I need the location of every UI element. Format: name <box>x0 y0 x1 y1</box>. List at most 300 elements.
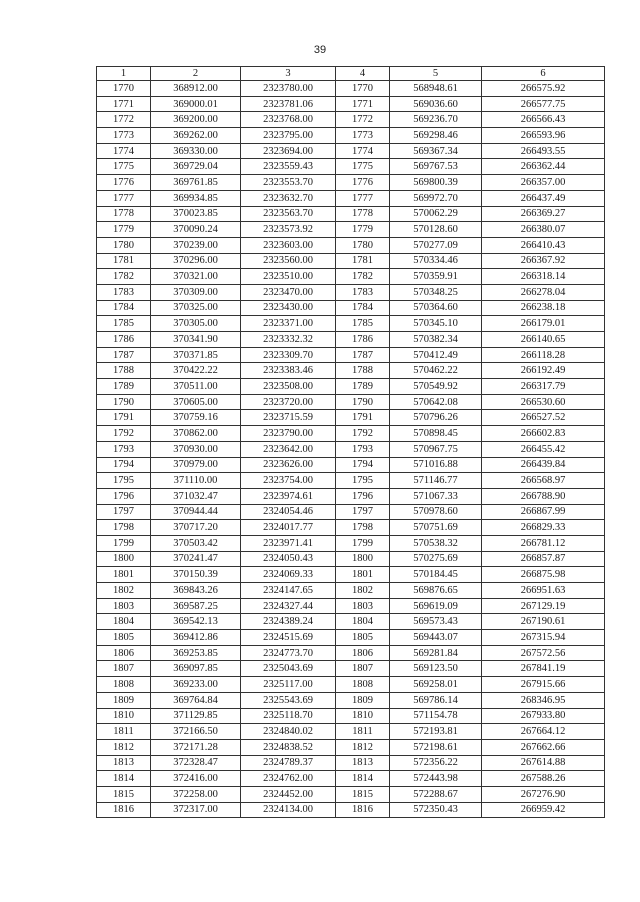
table-cell: 266318.14 <box>482 269 605 285</box>
table-cell: 266829.33 <box>482 520 605 536</box>
table-row <box>97 677 605 693</box>
table-cell: 370309.00 <box>151 284 241 300</box>
table-cell: 369253.85 <box>151 645 241 661</box>
table-row <box>97 441 605 457</box>
table-row <box>97 316 605 332</box>
table-cell: 1807 <box>336 661 390 677</box>
table-cell: 1810 <box>336 708 390 724</box>
table-cell: 266493.55 <box>482 143 605 159</box>
table-cell: 2323720.00 <box>241 394 336 410</box>
table-cell: 2324017.77 <box>241 520 336 536</box>
table-cell: 1797 <box>336 504 390 520</box>
table-cell: 266788.90 <box>482 488 605 504</box>
table-row <box>97 175 605 191</box>
table-cell: 1787 <box>97 347 151 363</box>
table-cell: 2323754.00 <box>241 473 336 489</box>
table-cell: 267841.19 <box>482 661 605 677</box>
table-cell: 1780 <box>97 237 151 253</box>
table-row <box>97 786 605 802</box>
table-cell: 370241.47 <box>151 551 241 567</box>
table-row <box>97 645 605 661</box>
table-cell: 266410.43 <box>482 237 605 253</box>
table-cell: 266577.75 <box>482 96 605 112</box>
table-cell: 1793 <box>97 441 151 457</box>
table-cell: 266357.00 <box>482 175 605 191</box>
table-cell: 266593.96 <box>482 128 605 144</box>
table-cell: 267614.88 <box>482 755 605 771</box>
table-cell: 1773 <box>336 128 390 144</box>
table-cell: 572350.43 <box>390 802 482 818</box>
table-row <box>97 143 605 159</box>
table-cell: 2325543.69 <box>241 692 336 708</box>
table-row <box>97 567 605 583</box>
table-cell: 372328.47 <box>151 755 241 771</box>
table-cell: 1790 <box>336 394 390 410</box>
table-row <box>97 426 605 442</box>
table-cell: 1786 <box>336 332 390 348</box>
table-cell: 1788 <box>336 363 390 379</box>
table-cell: 369097.85 <box>151 661 241 677</box>
table-cell: 570128.60 <box>390 222 482 238</box>
table-cell: 2323795.00 <box>241 128 336 144</box>
table-cell: 369000.01 <box>151 96 241 112</box>
table-cell: 1778 <box>336 206 390 222</box>
table-cell: 2323780.00 <box>241 81 336 97</box>
table-cell: 569443.07 <box>390 630 482 646</box>
table-row <box>97 473 605 489</box>
table-cell: 1772 <box>97 112 151 128</box>
table-cell: 369330.00 <box>151 143 241 159</box>
table-cell: 570382.34 <box>390 332 482 348</box>
table-cell: 267662.66 <box>482 739 605 755</box>
table-cell: 370321.00 <box>151 269 241 285</box>
table-cell: 1784 <box>97 300 151 316</box>
table-row <box>97 128 605 144</box>
table-cell: 1783 <box>336 284 390 300</box>
table-cell: 267190.61 <box>482 614 605 630</box>
table-cell: 572356.22 <box>390 755 482 771</box>
table-cell: 370305.00 <box>151 316 241 332</box>
table-cell: 571067.33 <box>390 488 482 504</box>
table-cell: 570345.10 <box>390 316 482 332</box>
table-row <box>97 771 605 787</box>
table-row <box>97 410 605 426</box>
table-cell: 372171.28 <box>151 739 241 755</box>
table-cell: 1785 <box>336 316 390 332</box>
table-cell: 1795 <box>336 473 390 489</box>
table-cell: 570898.45 <box>390 426 482 442</box>
table-cell: 1809 <box>97 692 151 708</box>
table-cell: 266380.07 <box>482 222 605 238</box>
table-cell: 1801 <box>336 567 390 583</box>
table-cell: 2323768.00 <box>241 112 336 128</box>
table-row <box>97 551 605 567</box>
column-header: 5 <box>390 67 482 81</box>
table-cell: 1805 <box>336 630 390 646</box>
table-cell: 267588.26 <box>482 771 605 787</box>
table-cell: 1802 <box>97 583 151 599</box>
table-cell: 570751.69 <box>390 520 482 536</box>
table-cell: 1802 <box>336 583 390 599</box>
table-cell: 570462.22 <box>390 363 482 379</box>
table-cell: 1775 <box>97 159 151 175</box>
table-cell: 1789 <box>97 379 151 395</box>
table-cell: 266568.97 <box>482 473 605 489</box>
table-cell: 570978.60 <box>390 504 482 520</box>
table-cell: 1812 <box>336 739 390 755</box>
table-cell: 370422.22 <box>151 363 241 379</box>
table-cell: 1799 <box>336 535 390 551</box>
table-row <box>97 724 605 740</box>
table-cell: 1785 <box>97 316 151 332</box>
table-cell: 266278.04 <box>482 284 605 300</box>
table-cell: 266857.87 <box>482 551 605 567</box>
table-cell: 1777 <box>97 190 151 206</box>
table-cell: 569367.34 <box>390 143 482 159</box>
table-cell: 2323603.00 <box>241 237 336 253</box>
table-cell: 1786 <box>97 332 151 348</box>
table-cell: 369233.00 <box>151 677 241 693</box>
table-cell: 2323553.70 <box>241 175 336 191</box>
table-cell: 569281.84 <box>390 645 482 661</box>
column-header: 4 <box>336 67 390 81</box>
table-row <box>97 692 605 708</box>
table-cell: 267315.94 <box>482 630 605 646</box>
table-cell: 2323974.61 <box>241 488 336 504</box>
table-row <box>97 630 605 646</box>
table-cell: 1806 <box>336 645 390 661</box>
table-cell: 369587.25 <box>151 598 241 614</box>
table-cell: 2324838.52 <box>241 739 336 755</box>
table-cell: 1796 <box>97 488 151 504</box>
table-cell: 1815 <box>97 786 151 802</box>
table-cell: 370296.00 <box>151 253 241 269</box>
table-cell: 571016.88 <box>390 457 482 473</box>
table-cell: 371110.00 <box>151 473 241 489</box>
table-cell: 2323563.70 <box>241 206 336 222</box>
table-body <box>97 81 605 818</box>
table-cell: 2324840.02 <box>241 724 336 740</box>
table-cell: 1798 <box>336 520 390 536</box>
table-row <box>97 598 605 614</box>
table-cell: 1793 <box>336 441 390 457</box>
table-cell: 1780 <box>336 237 390 253</box>
table-cell: 1791 <box>97 410 151 426</box>
table-row <box>97 206 605 222</box>
table-cell: 266530.60 <box>482 394 605 410</box>
table-cell: 570796.26 <box>390 410 482 426</box>
table-cell: 266875.98 <box>482 567 605 583</box>
table-cell: 2323560.00 <box>241 253 336 269</box>
table-row <box>97 488 605 504</box>
table-cell: 569800.39 <box>390 175 482 191</box>
table-cell: 370023.85 <box>151 206 241 222</box>
table-cell: 1812 <box>97 739 151 755</box>
table-cell: 2324050.43 <box>241 551 336 567</box>
table-cell: 369412.86 <box>151 630 241 646</box>
table-cell: 2323971.41 <box>241 535 336 551</box>
table-cell: 1801 <box>97 567 151 583</box>
table-cell: 267664.12 <box>482 724 605 740</box>
table-row <box>97 535 605 551</box>
table-cell: 267276.90 <box>482 786 605 802</box>
table-cell: 569298.46 <box>390 128 482 144</box>
table-cell: 370150.39 <box>151 567 241 583</box>
table-cell: 570184.45 <box>390 567 482 583</box>
table-cell: 369761.85 <box>151 175 241 191</box>
table-row <box>97 347 605 363</box>
table-cell: 1810 <box>97 708 151 724</box>
table-row <box>97 583 605 599</box>
table-cell: 2325043.69 <box>241 661 336 677</box>
table-cell: 370371.85 <box>151 347 241 363</box>
table-cell: 1797 <box>97 504 151 520</box>
table-cell: 266179.01 <box>482 316 605 332</box>
table-cell: 2323508.00 <box>241 379 336 395</box>
table-cell: 569236.70 <box>390 112 482 128</box>
table-cell: 572288.67 <box>390 786 482 802</box>
table-cell: 2324147.65 <box>241 583 336 599</box>
table-cell: 1816 <box>97 802 151 818</box>
table-cell: 266118.28 <box>482 347 605 363</box>
table-cell: 370503.42 <box>151 535 241 551</box>
table-cell: 571154.78 <box>390 708 482 724</box>
table-cell: 2323632.70 <box>241 190 336 206</box>
table-cell: 2324452.00 <box>241 786 336 802</box>
table-cell: 2323694.00 <box>241 143 336 159</box>
table-cell: 1809 <box>336 692 390 708</box>
table-row <box>97 300 605 316</box>
table-cell: 1770 <box>336 81 390 97</box>
table-cell: 1782 <box>336 269 390 285</box>
table-cell: 369542.13 <box>151 614 241 630</box>
table-cell: 1803 <box>336 598 390 614</box>
table-cell: 1811 <box>336 724 390 740</box>
table-cell: 569036.60 <box>390 96 482 112</box>
table-cell: 1781 <box>97 253 151 269</box>
table-cell: 1805 <box>97 630 151 646</box>
table-cell: 2323309.70 <box>241 347 336 363</box>
table-row <box>97 379 605 395</box>
table-cell: 266455.42 <box>482 441 605 457</box>
table-row <box>97 159 605 175</box>
table-cell: 370511.00 <box>151 379 241 395</box>
table-row <box>97 190 605 206</box>
table-cell: 1782 <box>97 269 151 285</box>
table-cell: 1803 <box>97 598 151 614</box>
table-cell: 2325118.70 <box>241 708 336 724</box>
table-cell: 1813 <box>336 755 390 771</box>
table-row <box>97 284 605 300</box>
table-cell: 1771 <box>336 96 390 112</box>
table-cell: 266362.44 <box>482 159 605 175</box>
table-cell: 369729.04 <box>151 159 241 175</box>
table-cell: 1774 <box>97 143 151 159</box>
table-cell: 369764.84 <box>151 692 241 708</box>
table-cell: 370239.00 <box>151 237 241 253</box>
table-cell: 570967.75 <box>390 441 482 457</box>
table-cell: 570062.29 <box>390 206 482 222</box>
table-cell: 2324389.24 <box>241 614 336 630</box>
table-cell: 1792 <box>336 426 390 442</box>
table-cell: 569972.70 <box>390 190 482 206</box>
table-cell: 1779 <box>336 222 390 238</box>
table-cell: 569876.65 <box>390 583 482 599</box>
table-cell: 2324789.37 <box>241 755 336 771</box>
table-row <box>97 755 605 771</box>
table-cell: 368912.00 <box>151 81 241 97</box>
table-cell: 266959.42 <box>482 802 605 818</box>
table-cell: 1792 <box>97 426 151 442</box>
table-row <box>97 520 605 536</box>
table-cell: 266439.84 <box>482 457 605 473</box>
table-cell: 1775 <box>336 159 390 175</box>
table-cell: 1783 <box>97 284 151 300</box>
table-cell: 570364.60 <box>390 300 482 316</box>
table-row <box>97 457 605 473</box>
table-cell: 2323715.59 <box>241 410 336 426</box>
table-cell: 1772 <box>336 112 390 128</box>
table-cell: 370325.00 <box>151 300 241 316</box>
table-cell: 1800 <box>336 551 390 567</box>
table-cell: 369200.00 <box>151 112 241 128</box>
table-cell: 1770 <box>97 81 151 97</box>
table-cell: 266317.79 <box>482 379 605 395</box>
column-header: 1 <box>97 67 151 81</box>
table-cell: 1776 <box>97 175 151 191</box>
table-row <box>97 222 605 238</box>
table-cell: 372317.00 <box>151 802 241 818</box>
table-cell: 570359.91 <box>390 269 482 285</box>
table-cell: 267129.19 <box>482 598 605 614</box>
table-cell: 1799 <box>97 535 151 551</box>
table-cell: 569573.43 <box>390 614 482 630</box>
table-row <box>97 802 605 818</box>
table-cell: 2323371.00 <box>241 316 336 332</box>
table-cell: 2324054.46 <box>241 504 336 520</box>
table-cell: 1777 <box>336 190 390 206</box>
table-cell: 267933.80 <box>482 708 605 724</box>
table-row <box>97 363 605 379</box>
column-header: 3 <box>241 67 336 81</box>
table-cell: 2324762.00 <box>241 771 336 787</box>
table-cell: 2323642.00 <box>241 441 336 457</box>
table-row <box>97 269 605 285</box>
table-row <box>97 253 605 269</box>
table-cell: 1813 <box>97 755 151 771</box>
table-cell: 570538.32 <box>390 535 482 551</box>
table-cell: 266369.27 <box>482 206 605 222</box>
table-cell: 266566.43 <box>482 112 605 128</box>
table-cell: 372258.00 <box>151 786 241 802</box>
table-cell: 371129.85 <box>151 708 241 724</box>
page-number: 39 <box>313 44 327 56</box>
table-cell: 570277.09 <box>390 237 482 253</box>
table-cell: 1788 <box>97 363 151 379</box>
table-cell: 369262.00 <box>151 128 241 144</box>
table-cell: 570642.08 <box>390 394 482 410</box>
column-header: 2 <box>151 67 241 81</box>
table-cell: 2323626.00 <box>241 457 336 473</box>
table-cell: 2324134.00 <box>241 802 336 818</box>
table-cell: 1814 <box>336 771 390 787</box>
table-cell: 1811 <box>97 724 151 740</box>
table-cell: 568948.61 <box>390 81 482 97</box>
table-cell: 370862.00 <box>151 426 241 442</box>
table-cell: 266192.49 <box>482 363 605 379</box>
table-cell: 266238.18 <box>482 300 605 316</box>
table-cell: 370930.00 <box>151 441 241 457</box>
table-cell: 268346.95 <box>482 692 605 708</box>
table-cell: 2324773.70 <box>241 645 336 661</box>
table-cell: 2323332.32 <box>241 332 336 348</box>
table-row <box>97 112 605 128</box>
table-cell: 266781.12 <box>482 535 605 551</box>
table-cell: 1790 <box>97 394 151 410</box>
table-cell: 1806 <box>97 645 151 661</box>
table-cell: 2324515.69 <box>241 630 336 646</box>
table-cell: 2325117.00 <box>241 677 336 693</box>
table-row <box>97 81 605 97</box>
table-row <box>97 504 605 520</box>
table-cell: 267915.66 <box>482 677 605 693</box>
table-cell: 570412.49 <box>390 347 482 363</box>
table-cell: 369934.85 <box>151 190 241 206</box>
table-cell: 1789 <box>336 379 390 395</box>
table-cell: 1807 <box>97 661 151 677</box>
table-row <box>97 394 605 410</box>
table-cell: 1776 <box>336 175 390 191</box>
table-cell: 1787 <box>336 347 390 363</box>
column-header: 6 <box>482 67 605 81</box>
table-cell: 267572.56 <box>482 645 605 661</box>
table-cell: 571146.77 <box>390 473 482 489</box>
table-cell: 1779 <box>97 222 151 238</box>
table-row <box>97 332 605 348</box>
table-cell: 266575.92 <box>482 81 605 97</box>
table-cell: 369843.26 <box>151 583 241 599</box>
table-cell: 572193.81 <box>390 724 482 740</box>
table-cell: 2323559.43 <box>241 159 336 175</box>
table-cell: 1816 <box>336 802 390 818</box>
table-cell: 569767.53 <box>390 159 482 175</box>
table-cell: 1795 <box>97 473 151 489</box>
table-cell: 372166.50 <box>151 724 241 740</box>
table-cell: 1794 <box>336 457 390 473</box>
table-cell: 1804 <box>336 614 390 630</box>
table-cell: 371032.47 <box>151 488 241 504</box>
table-cell: 370979.00 <box>151 457 241 473</box>
table-cell: 370944.44 <box>151 504 241 520</box>
table-cell: 2323573.92 <box>241 222 336 238</box>
table-cell: 2323781.06 <box>241 96 336 112</box>
table-row <box>97 614 605 630</box>
table-cell: 2323383.46 <box>241 363 336 379</box>
table-header-row <box>97 67 605 81</box>
table-cell: 570549.92 <box>390 379 482 395</box>
table-cell: 1794 <box>97 457 151 473</box>
table-cell: 569786.14 <box>390 692 482 708</box>
table-cell: 2323430.00 <box>241 300 336 316</box>
table-cell: 370605.00 <box>151 394 241 410</box>
table-cell: 569619.09 <box>390 598 482 614</box>
table-cell: 2323510.00 <box>241 269 336 285</box>
table-cell: 1771 <box>97 96 151 112</box>
table-cell: 570348.25 <box>390 284 482 300</box>
table-cell: 569258.01 <box>390 677 482 693</box>
coordinates-table <box>96 66 605 818</box>
table-row <box>97 96 605 112</box>
